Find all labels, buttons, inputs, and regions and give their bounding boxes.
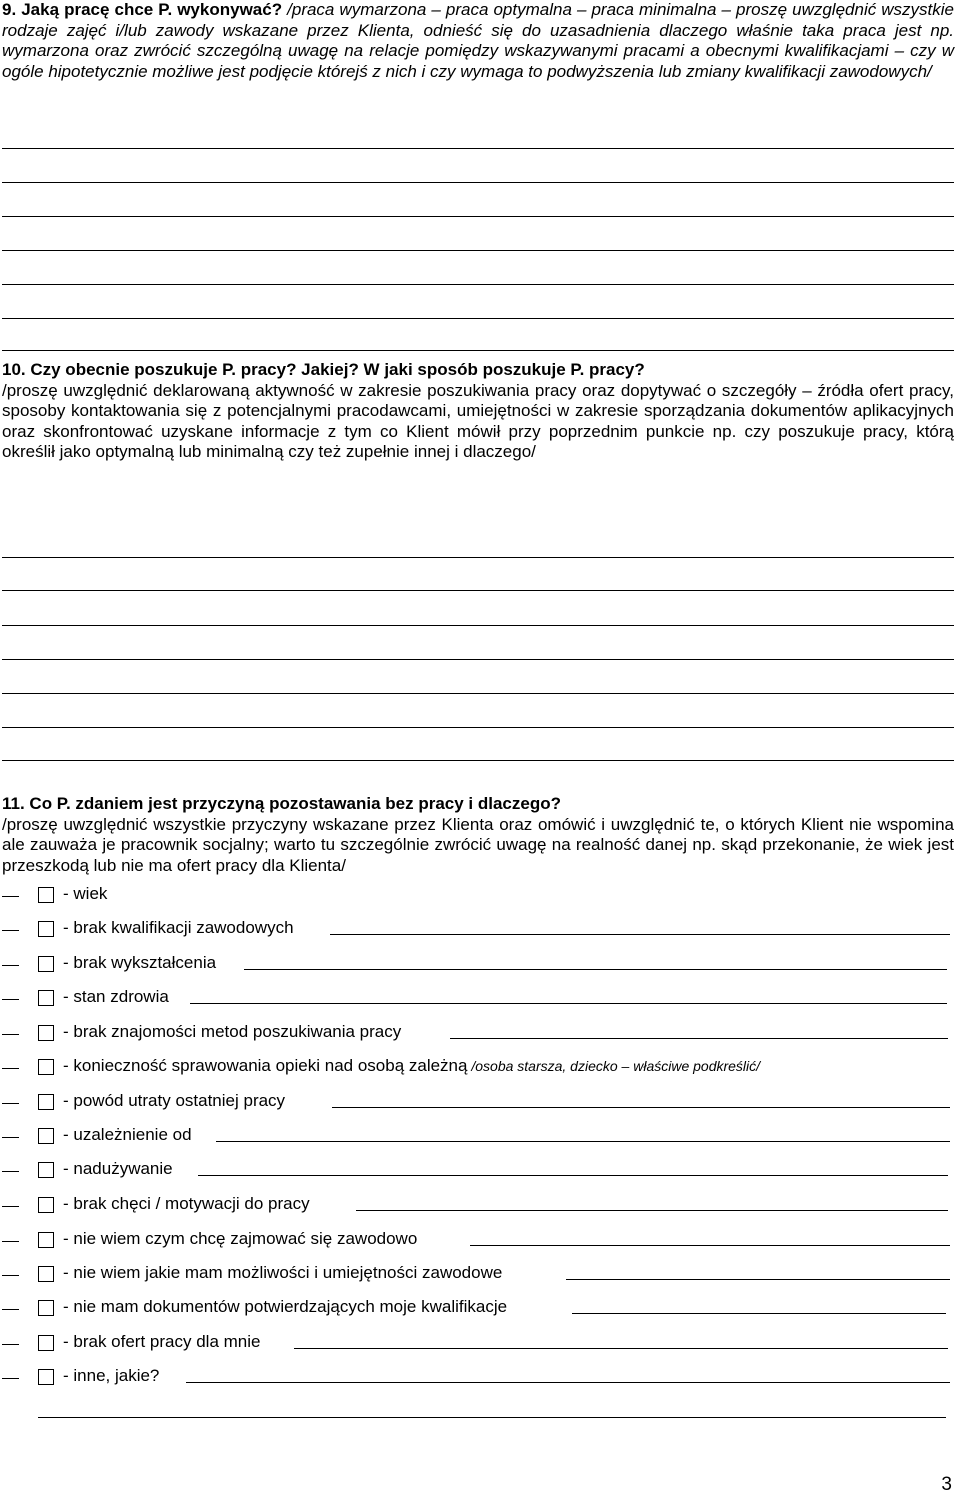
answer-line[interactable] (2, 284, 954, 285)
checkbox[interactable] (38, 1197, 54, 1213)
answer-line[interactable] (2, 250, 954, 251)
dash-marker (2, 1068, 19, 1069)
question-9-instructions: /praca wymarzona – praca optymalna – praca minimalna – proszę uwzględnić wszystkie rodzaje zajęć i/lub zawody wskazane przez Klienta, odnieść się do uzasadnienia dlaczego właśnie taka praca jest np. wymarzona oraz zwrócić szczególną uwagę na relacje pomiędzy wskazywanymi pracami a obecnymi kwalifikacjami – czy w ogóle hipotetycznie możliwe jest podjęcie którejś z nich i czy wymaga to podwyższenia lub zmiany kwalifikacji zawodowych/ (2, 0, 954, 81)
option-row (0, 987, 960, 1011)
dash-marker (2, 999, 19, 1000)
checkbox[interactable] (38, 990, 54, 1006)
option-row (0, 953, 960, 977)
option-label: - uzależnienie od (63, 1125, 192, 1144)
answer-line[interactable] (2, 760, 954, 761)
answer-line[interactable] (2, 350, 954, 351)
question-10-instructions: /proszę uwzględnić deklarowaną aktywność w zakresie poszukiwania pracy oraz dopytywać o szczegóły – źródła ofert pracy, sposoby kontaktowania się z potencjalnymi pracodawcami, umiejętności w zakresie sporządzania dokumentów aplikacyjnych oraz skonfrontować uzyskane informacje z tym co Klient mówił przy poprzednim punkcie np. czy poszukuje pracy, którą określił jako optymalną lub minimalną czy też zupełnie innej i dlaczego/ (2, 380, 954, 462)
question-9 (2, 0, 954, 82)
option-label: - brak ofert pracy dla mnie (63, 1332, 261, 1351)
fill-in-line[interactable] (294, 1348, 948, 1349)
checkbox[interactable] (38, 1025, 54, 1041)
option-label: - stan zdrowia (63, 987, 169, 1006)
question-11-instructions: /proszę uwzględnić wszystkie przyczyny wskazane przez Klienta oraz omówić i uwzględnić te, o których Klient nie wspomina ale zauważa je pracownik socjalny; warto tu szczególnie zwrócić uwagę na realność danej np. skąd przekonanie, że wiek jest przeszkodą lub nie ma ofert pracy dla Klienta/ (2, 814, 954, 875)
option-label: - nie wiem czym chcę zajmować się zawodowo (63, 1229, 418, 1248)
question-10 (2, 360, 954, 463)
fill-in-line[interactable] (572, 1313, 946, 1314)
fill-in-line[interactable] (356, 1210, 948, 1211)
option-row (0, 1297, 960, 1321)
checkbox[interactable] (38, 1128, 54, 1144)
option-label: - nadużywanie (63, 1159, 173, 1178)
answer-line[interactable] (2, 216, 954, 217)
answer-line[interactable] (2, 693, 954, 694)
option-row (0, 1159, 960, 1183)
dash-marker (2, 1344, 19, 1345)
fill-in-line[interactable] (198, 1175, 948, 1176)
fill-in-line[interactable] (244, 969, 947, 970)
dash-marker (2, 1241, 19, 1242)
page-number: 3 (941, 1474, 952, 1495)
answer-line[interactable] (2, 182, 954, 183)
checkbox[interactable] (38, 1266, 54, 1282)
checkbox[interactable] (38, 1162, 54, 1178)
fill-in-line[interactable] (190, 1003, 947, 1004)
question-9-paragraph (2, 0, 954, 82)
option-row (0, 1194, 960, 1218)
option-row (0, 1263, 960, 1287)
answer-line[interactable] (2, 590, 954, 591)
option-row (0, 1229, 960, 1253)
fill-in-line[interactable] (186, 1382, 950, 1383)
checkbox[interactable] (38, 1369, 54, 1385)
option-label: - brak chęci / motywacji do pracy (63, 1194, 310, 1213)
checkbox[interactable] (38, 956, 54, 972)
checkbox[interactable] (38, 1059, 54, 1075)
option-label: - powód utraty ostatniej pracy (63, 1091, 286, 1110)
fill-in-line[interactable] (566, 1279, 950, 1280)
answer-line[interactable] (38, 1417, 946, 1418)
checkbox[interactable] (38, 887, 54, 903)
option-label (63, 1056, 760, 1076)
fill-in-line[interactable] (332, 1107, 950, 1108)
option-label: - inne, jakie? (63, 1366, 160, 1385)
dash-marker (2, 1378, 19, 1379)
fill-in-line[interactable] (450, 1038, 948, 1039)
dash-marker (2, 1275, 19, 1276)
dash-marker (2, 965, 19, 966)
dash-marker (2, 1137, 19, 1138)
question-9-heading: 9. Jaką pracę chce P. wykonywać? (2, 0, 283, 19)
checkbox[interactable] (38, 1094, 54, 1110)
dash-marker (2, 1171, 19, 1172)
option-row (0, 1091, 960, 1115)
checkbox[interactable] (38, 1300, 54, 1316)
option-label: - brak kwalifikacji zawodowych (63, 918, 294, 937)
answer-line[interactable] (2, 727, 954, 728)
option-row (0, 1125, 960, 1149)
checkbox[interactable] (38, 1335, 54, 1351)
answer-line[interactable] (2, 625, 954, 626)
answer-line[interactable] (2, 659, 954, 660)
fill-in-line[interactable] (330, 934, 950, 935)
dash-marker (2, 1103, 19, 1104)
answer-line[interactable] (2, 557, 954, 558)
answer-line[interactable] (2, 148, 954, 149)
question-11-heading: 11. Co P. zdaniem jest przyczyną pozostawania bez pracy i dlaczego? (2, 794, 561, 813)
option-label: - wiek (63, 884, 108, 903)
option-label: - brak znajomości metod poszukiwania pracy (63, 1022, 402, 1041)
option-label: - nie wiem jakie mam możliwości i umiejętności zawodowe (63, 1263, 503, 1282)
option-label: - nie mam dokumentów potwierdzających moje kwalifikacje (63, 1297, 508, 1316)
dash-marker (2, 1309, 19, 1310)
option-note: /osoba starsza, dziecko – właściwe podkreślić/ (467, 1058, 761, 1074)
option-row (0, 918, 960, 942)
checkbox[interactable] (38, 1232, 54, 1248)
dash-marker (2, 1206, 19, 1207)
option-row (0, 884, 960, 908)
option-label-text: - konieczność sprawowania opieki nad osobą zależną (63, 1056, 468, 1075)
option-row (0, 1022, 960, 1046)
dash-marker (2, 930, 19, 931)
option-row (0, 1332, 960, 1356)
option-row (0, 1366, 960, 1390)
fill-in-line[interactable] (470, 1245, 950, 1246)
fill-in-line[interactable] (216, 1141, 950, 1142)
dash-marker (2, 1034, 19, 1035)
dash-marker (2, 896, 19, 897)
option-row (0, 1056, 960, 1080)
answer-line[interactable] (2, 318, 954, 319)
question-11 (2, 794, 954, 876)
question-10-heading: 10. Czy obecnie poszukuje P. pracy? Jakiej? W jaki sposób poszukuje P. pracy? (2, 360, 645, 379)
option-label: - brak wykształcenia (63, 953, 217, 972)
checkbox[interactable] (38, 921, 54, 937)
